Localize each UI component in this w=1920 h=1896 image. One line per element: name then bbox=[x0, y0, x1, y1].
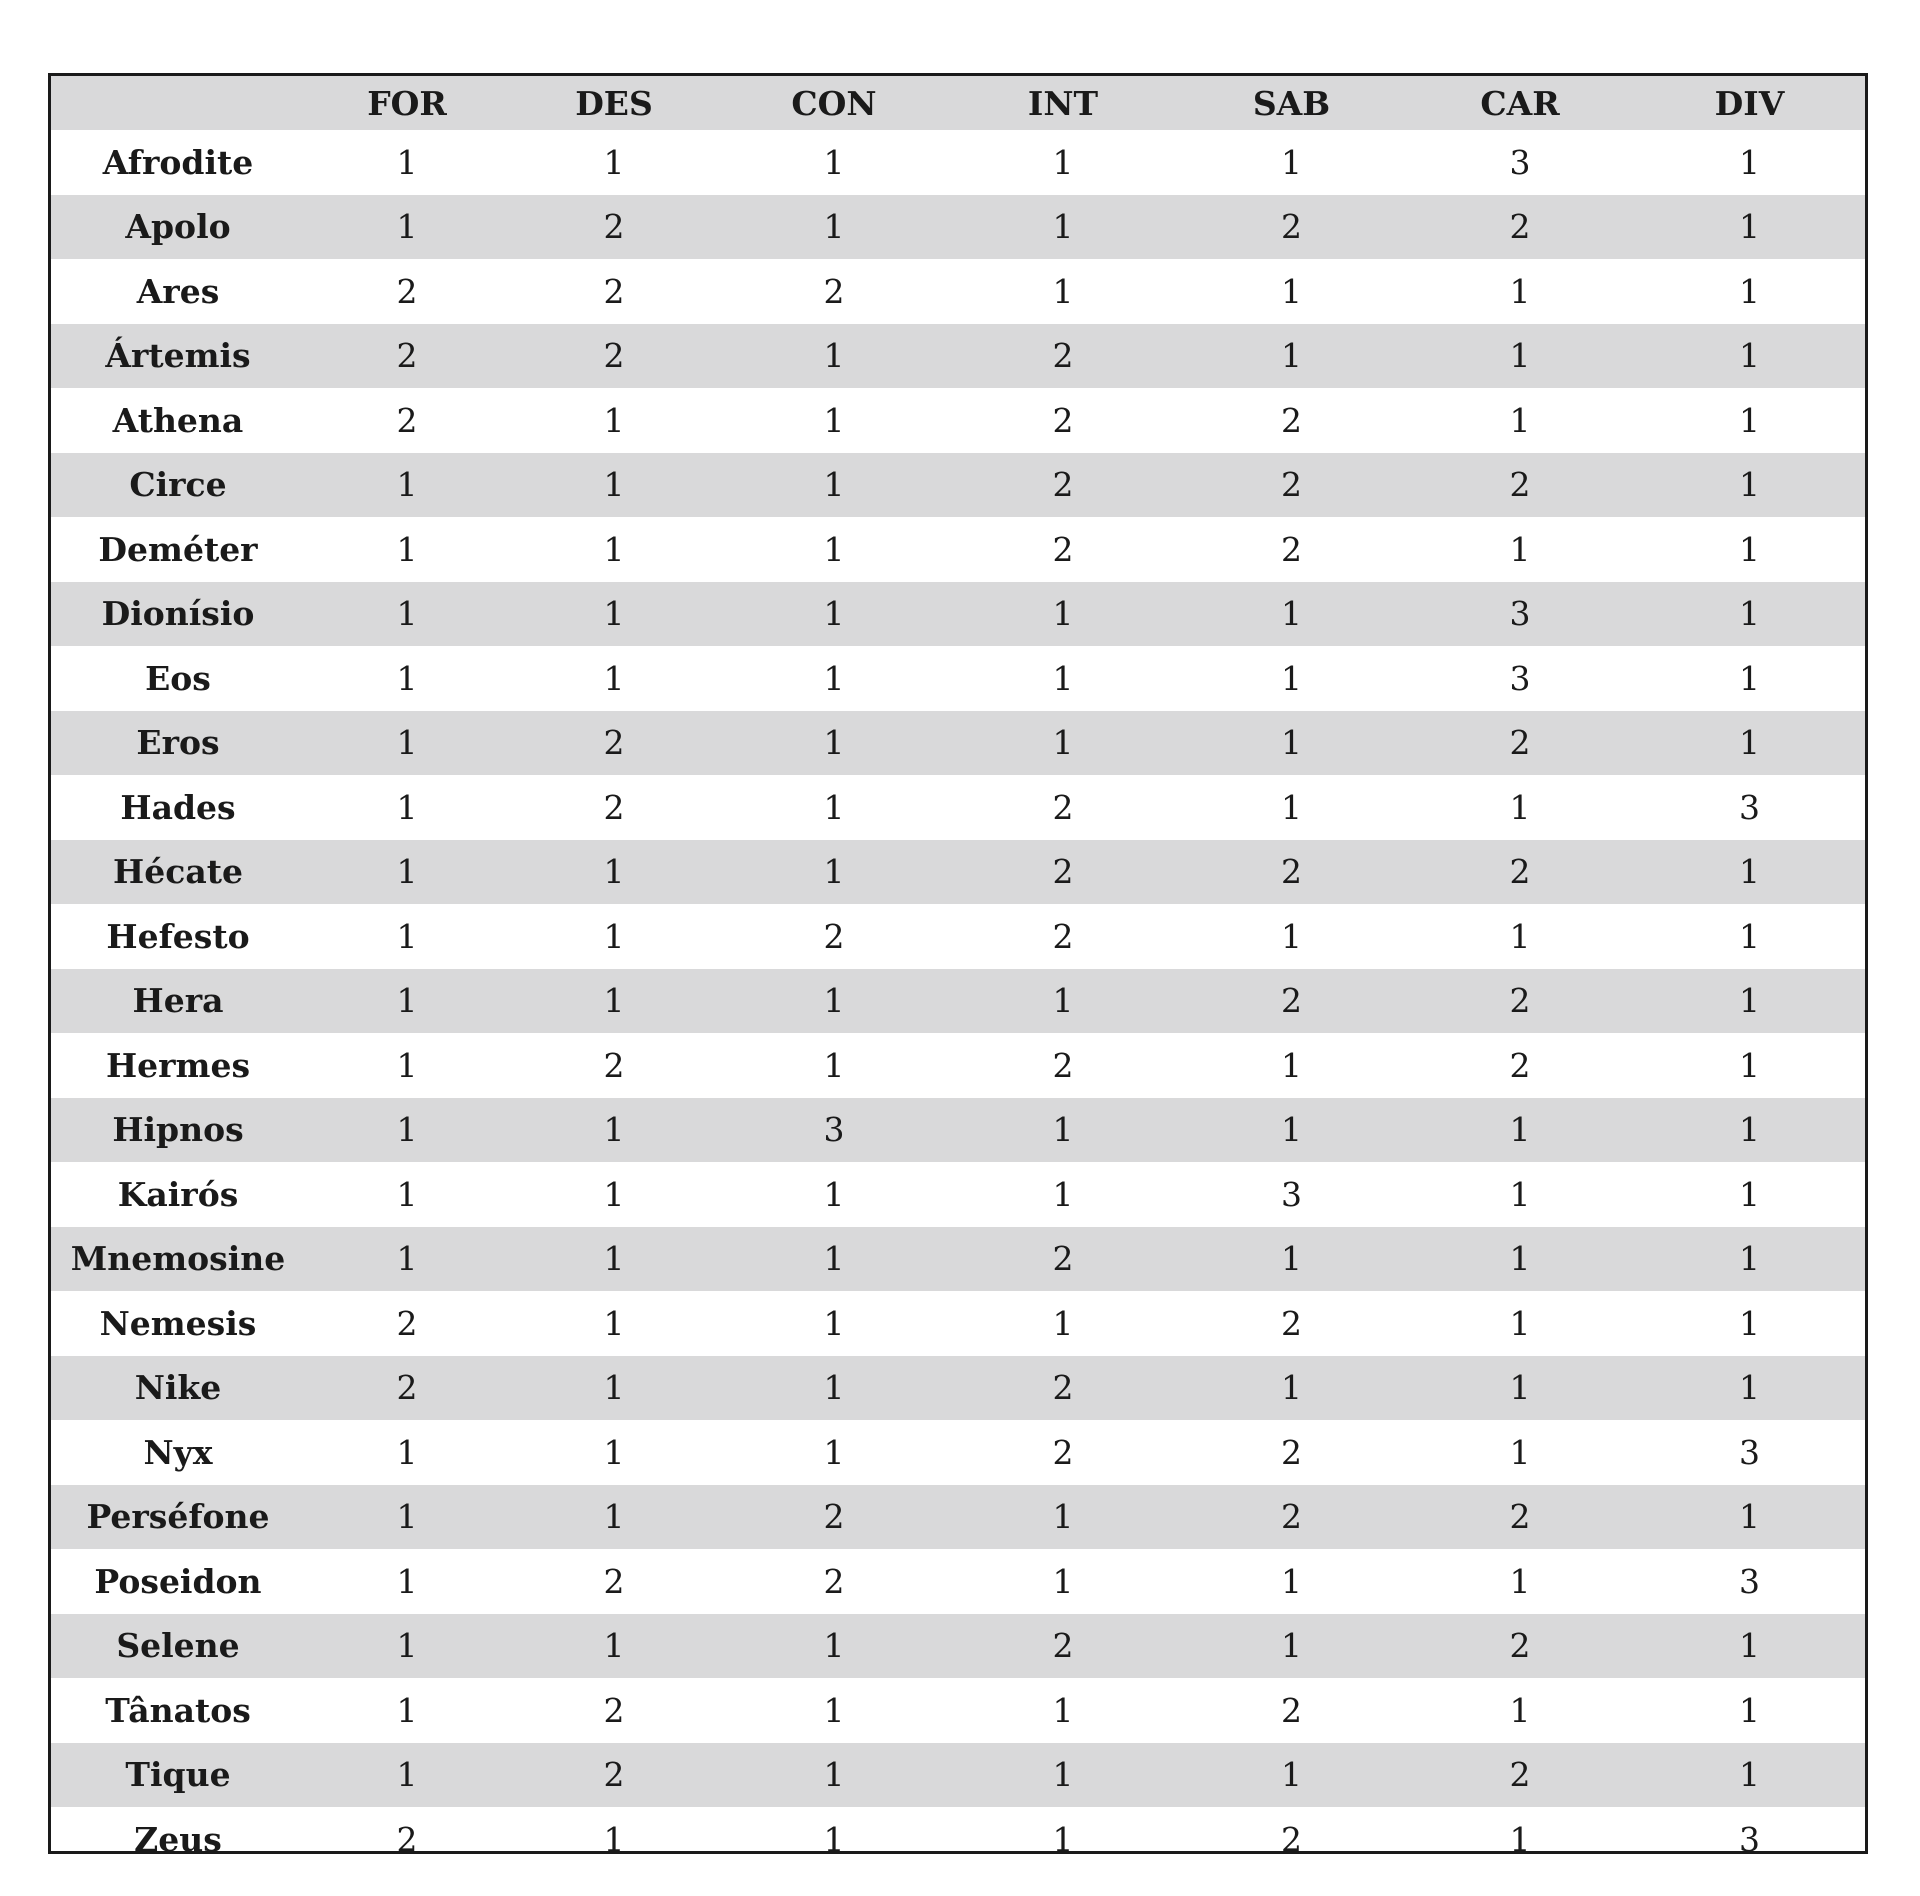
value-cell-des: 1 bbox=[603, 658, 625, 698]
value-cell-con: 1 bbox=[823, 723, 845, 763]
value-cell-con: 1 bbox=[823, 1690, 845, 1730]
value-cell-sab: 2 bbox=[1281, 207, 1302, 247]
value-cell-int: 2 bbox=[1052, 1626, 1074, 1666]
value-cell-div: 1 bbox=[1739, 1497, 1760, 1537]
attribute-table-frame bbox=[48, 73, 1868, 1854]
value-cell-int: 1 bbox=[1052, 1690, 1074, 1730]
column-header-for: FOR bbox=[367, 83, 447, 123]
table-row bbox=[51, 195, 1865, 260]
table-row bbox=[51, 1162, 1865, 1227]
value-cell-int: 2 bbox=[1052, 400, 1074, 440]
value-cell-sab: 2 bbox=[1281, 1303, 1302, 1343]
value-cell-car: 2 bbox=[1509, 1755, 1531, 1795]
value-cell-con: 1 bbox=[823, 336, 845, 376]
table-row bbox=[51, 646, 1865, 711]
row-name-cell: Deméter bbox=[98, 529, 258, 569]
row-name-cell: Hefesto bbox=[106, 916, 250, 956]
column-header-name bbox=[51, 76, 305, 130]
value-cell-car: 3 bbox=[1509, 594, 1531, 634]
value-cell-car: 2 bbox=[1509, 852, 1531, 892]
row-name-cell: Hades bbox=[120, 787, 236, 827]
value-cell-car: 1 bbox=[1509, 1432, 1531, 1472]
value-cell-con: 1 bbox=[823, 1432, 845, 1472]
value-cell-des: 1 bbox=[603, 1497, 625, 1537]
value-cell-int: 1 bbox=[1052, 981, 1074, 1021]
table-row bbox=[51, 1356, 1865, 1421]
value-cell-int: 1 bbox=[1052, 1303, 1074, 1343]
table-row bbox=[51, 840, 1865, 905]
value-cell-con: 1 bbox=[823, 465, 845, 505]
value-cell-for: 1 bbox=[396, 529, 418, 569]
value-cell-sab: 2 bbox=[1281, 852, 1302, 892]
value-cell-car: 2 bbox=[1509, 1045, 1531, 1085]
value-cell-for: 1 bbox=[396, 723, 418, 763]
value-cell-int: 2 bbox=[1052, 852, 1074, 892]
row-name-cell: Nike bbox=[134, 1368, 222, 1408]
attribute-table bbox=[51, 76, 1865, 1854]
value-cell-div: 1 bbox=[1739, 400, 1760, 440]
value-cell-des: 1 bbox=[603, 916, 625, 956]
value-cell-div: 1 bbox=[1739, 594, 1760, 634]
row-name-cell: Nemesis bbox=[99, 1303, 257, 1343]
value-cell-car: 1 bbox=[1509, 787, 1531, 827]
value-cell-con: 2 bbox=[823, 916, 845, 956]
value-cell-con: 1 bbox=[823, 1755, 845, 1795]
value-cell-con: 1 bbox=[823, 1368, 845, 1408]
value-cell-con: 1 bbox=[823, 1303, 845, 1343]
value-cell-int: 1 bbox=[1052, 1755, 1074, 1795]
value-cell-for: 1 bbox=[396, 916, 418, 956]
value-cell-sab: 2 bbox=[1281, 465, 1302, 505]
row-name-cell: Ártemis bbox=[105, 336, 251, 376]
value-cell-div: 1 bbox=[1739, 207, 1760, 247]
value-cell-div: 1 bbox=[1739, 1174, 1760, 1214]
value-cell-con: 2 bbox=[823, 271, 845, 311]
value-cell-sab: 2 bbox=[1281, 1432, 1302, 1472]
value-cell-sab: 1 bbox=[1281, 787, 1302, 827]
value-cell-con: 1 bbox=[823, 1626, 845, 1666]
value-cell-des: 1 bbox=[603, 142, 625, 182]
value-cell-for: 1 bbox=[396, 1626, 418, 1666]
value-cell-for: 1 bbox=[396, 981, 418, 1021]
row-name-cell: Nyx bbox=[143, 1432, 213, 1472]
value-cell-div: 1 bbox=[1739, 529, 1760, 569]
value-cell-car: 1 bbox=[1509, 1561, 1531, 1601]
value-cell-con: 1 bbox=[823, 1239, 845, 1279]
value-cell-div: 1 bbox=[1739, 1368, 1760, 1408]
value-cell-div: 3 bbox=[1739, 1432, 1760, 1472]
value-cell-int: 2 bbox=[1052, 529, 1074, 569]
row-name-cell: Ares bbox=[136, 271, 220, 311]
value-cell-for: 1 bbox=[396, 1497, 418, 1537]
value-cell-des: 1 bbox=[603, 1174, 625, 1214]
value-cell-car: 1 bbox=[1509, 336, 1531, 376]
value-cell-con: 1 bbox=[823, 981, 845, 1021]
value-cell-sab: 2 bbox=[1281, 529, 1302, 569]
value-cell-for: 1 bbox=[396, 1239, 418, 1279]
row-name-cell: Apolo bbox=[125, 207, 231, 247]
value-cell-des: 1 bbox=[603, 1432, 625, 1472]
value-cell-sab: 1 bbox=[1281, 658, 1302, 698]
value-cell-for: 1 bbox=[396, 1432, 418, 1472]
value-cell-for: 2 bbox=[396, 400, 418, 440]
value-cell-int: 1 bbox=[1052, 1819, 1074, 1854]
value-cell-des: 1 bbox=[603, 400, 625, 440]
column-header-int: INT bbox=[1027, 83, 1099, 123]
value-cell-div: 1 bbox=[1739, 1239, 1760, 1279]
value-cell-des: 1 bbox=[603, 1626, 625, 1666]
value-cell-des: 1 bbox=[603, 1819, 625, 1854]
row-name-cell: Hipnos bbox=[112, 1110, 244, 1150]
table-row bbox=[51, 453, 1865, 518]
value-cell-car: 1 bbox=[1509, 1368, 1531, 1408]
row-name-cell: Athena bbox=[112, 400, 244, 440]
row-name-cell: Eros bbox=[136, 723, 220, 763]
row-name-cell: Hermes bbox=[105, 1045, 251, 1085]
value-cell-sab: 1 bbox=[1281, 594, 1302, 634]
value-cell-int: 2 bbox=[1052, 916, 1074, 956]
table-row bbox=[51, 904, 1865, 969]
column-header-sab: SAB bbox=[1252, 83, 1331, 123]
value-cell-des: 2 bbox=[603, 207, 625, 247]
value-cell-con: 1 bbox=[823, 787, 845, 827]
row-name-cell: Zeus bbox=[134, 1819, 222, 1854]
table-row bbox=[51, 388, 1865, 453]
value-cell-sab: 1 bbox=[1281, 1110, 1302, 1150]
value-cell-con: 1 bbox=[823, 1174, 845, 1214]
value-cell-des: 2 bbox=[603, 271, 625, 311]
value-cell-int: 1 bbox=[1052, 1497, 1074, 1537]
table-row bbox=[51, 1743, 1865, 1808]
value-cell-int: 1 bbox=[1052, 1561, 1074, 1601]
value-cell-sab: 1 bbox=[1281, 1239, 1302, 1279]
value-cell-sab: 1 bbox=[1281, 723, 1302, 763]
value-cell-for: 1 bbox=[396, 465, 418, 505]
value-cell-car: 1 bbox=[1509, 1110, 1531, 1150]
value-cell-des: 2 bbox=[603, 336, 625, 376]
table-row bbox=[51, 775, 1865, 840]
row-name-cell: Selene bbox=[116, 1626, 240, 1666]
value-cell-con: 2 bbox=[823, 1497, 845, 1537]
value-cell-car: 2 bbox=[1509, 1497, 1531, 1537]
value-cell-des: 2 bbox=[603, 787, 625, 827]
table-row bbox=[51, 582, 1865, 647]
table-row bbox=[51, 1420, 1865, 1485]
value-cell-for: 2 bbox=[396, 336, 418, 376]
table-body bbox=[51, 130, 1865, 1854]
value-cell-int: 2 bbox=[1052, 1368, 1074, 1408]
value-cell-des: 2 bbox=[603, 723, 625, 763]
value-cell-car: 1 bbox=[1509, 400, 1531, 440]
table-row bbox=[51, 130, 1865, 195]
value-cell-for: 1 bbox=[396, 1110, 418, 1150]
value-cell-for: 1 bbox=[396, 142, 418, 182]
column-header-div: DIV bbox=[1714, 83, 1785, 123]
value-cell-sab: 1 bbox=[1281, 336, 1302, 376]
row-name-cell: Tânatos bbox=[105, 1690, 251, 1730]
table-row bbox=[51, 711, 1865, 776]
value-cell-con: 3 bbox=[823, 1110, 845, 1150]
value-cell-des: 2 bbox=[603, 1561, 625, 1601]
value-cell-for: 2 bbox=[396, 1819, 418, 1854]
value-cell-for: 1 bbox=[396, 852, 418, 892]
value-cell-div: 3 bbox=[1739, 1561, 1760, 1601]
value-cell-int: 2 bbox=[1052, 465, 1074, 505]
value-cell-car: 2 bbox=[1509, 981, 1531, 1021]
value-cell-int: 2 bbox=[1052, 1432, 1074, 1472]
value-cell-div: 1 bbox=[1739, 336, 1760, 376]
row-name-cell: Dionísio bbox=[101, 594, 255, 634]
value-cell-sab: 1 bbox=[1281, 1561, 1302, 1601]
value-cell-con: 1 bbox=[823, 142, 845, 182]
value-cell-car: 2 bbox=[1509, 723, 1531, 763]
value-cell-for: 1 bbox=[396, 787, 418, 827]
value-cell-int: 1 bbox=[1052, 271, 1074, 311]
row-name-cell: Poseidon bbox=[94, 1561, 262, 1601]
value-cell-int: 2 bbox=[1052, 1045, 1074, 1085]
value-cell-div: 1 bbox=[1739, 271, 1760, 311]
value-cell-con: 1 bbox=[823, 207, 845, 247]
value-cell-div: 1 bbox=[1739, 1626, 1760, 1666]
value-cell-con: 1 bbox=[823, 594, 845, 634]
value-cell-des: 1 bbox=[603, 981, 625, 1021]
value-cell-sab: 1 bbox=[1281, 1755, 1302, 1795]
table-row bbox=[51, 1807, 1865, 1854]
value-cell-for: 1 bbox=[396, 1561, 418, 1601]
value-cell-div: 1 bbox=[1739, 465, 1760, 505]
value-cell-int: 1 bbox=[1052, 594, 1074, 634]
table-row bbox=[51, 324, 1865, 389]
value-cell-div: 1 bbox=[1739, 1045, 1760, 1085]
value-cell-sab: 1 bbox=[1281, 271, 1302, 311]
row-name-cell: Tique bbox=[125, 1755, 231, 1795]
value-cell-con: 1 bbox=[823, 529, 845, 569]
column-header-car: CAR bbox=[1480, 83, 1560, 123]
value-cell-des: 1 bbox=[603, 594, 625, 634]
row-name-cell: Hera bbox=[132, 981, 224, 1021]
value-cell-sab: 1 bbox=[1281, 1626, 1302, 1666]
table-row bbox=[51, 1614, 1865, 1679]
table-row bbox=[51, 1678, 1865, 1743]
value-cell-car: 1 bbox=[1509, 1239, 1531, 1279]
value-cell-des: 1 bbox=[603, 852, 625, 892]
value-cell-for: 2 bbox=[396, 1368, 418, 1408]
value-cell-sab: 2 bbox=[1281, 981, 1302, 1021]
value-cell-car: 1 bbox=[1509, 271, 1531, 311]
value-cell-car: 3 bbox=[1509, 658, 1531, 698]
value-cell-car: 2 bbox=[1509, 465, 1531, 505]
value-cell-int: 1 bbox=[1052, 142, 1074, 182]
value-cell-div: 3 bbox=[1739, 1819, 1760, 1854]
value-cell-car: 1 bbox=[1509, 1303, 1531, 1343]
value-cell-for: 2 bbox=[396, 1303, 418, 1343]
table-row bbox=[51, 1227, 1865, 1292]
value-cell-div: 1 bbox=[1739, 1755, 1760, 1795]
value-cell-des: 2 bbox=[603, 1045, 625, 1085]
value-cell-car: 2 bbox=[1509, 1626, 1531, 1666]
value-cell-for: 1 bbox=[396, 1045, 418, 1085]
value-cell-div: 1 bbox=[1739, 916, 1760, 956]
table-row bbox=[51, 259, 1865, 324]
row-name-cell: Hécate bbox=[113, 852, 243, 892]
value-cell-div: 1 bbox=[1739, 1690, 1760, 1730]
value-cell-con: 1 bbox=[823, 1045, 845, 1085]
value-cell-sab: 1 bbox=[1281, 916, 1302, 956]
value-cell-con: 1 bbox=[823, 658, 845, 698]
value-cell-car: 2 bbox=[1509, 207, 1531, 247]
row-name-cell: Mnemosine bbox=[70, 1239, 286, 1279]
row-name-cell: Afrodite bbox=[102, 142, 254, 182]
value-cell-int: 1 bbox=[1052, 658, 1074, 698]
value-cell-div: 1 bbox=[1739, 1110, 1760, 1150]
value-cell-sab: 2 bbox=[1281, 1497, 1302, 1537]
value-cell-for: 1 bbox=[396, 1690, 418, 1730]
value-cell-des: 2 bbox=[603, 1755, 625, 1795]
value-cell-for: 1 bbox=[396, 1174, 418, 1214]
value-cell-div: 1 bbox=[1739, 981, 1760, 1021]
value-cell-des: 1 bbox=[603, 1239, 625, 1279]
value-cell-sab: 1 bbox=[1281, 1045, 1302, 1085]
value-cell-car: 1 bbox=[1509, 1174, 1531, 1214]
value-cell-sab: 1 bbox=[1281, 1368, 1302, 1408]
column-header-con: CON bbox=[791, 83, 877, 123]
table-row bbox=[51, 1033, 1865, 1098]
value-cell-int: 2 bbox=[1052, 336, 1074, 376]
value-cell-int: 1 bbox=[1052, 1110, 1074, 1150]
value-cell-div: 1 bbox=[1739, 723, 1760, 763]
value-cell-con: 1 bbox=[823, 400, 845, 440]
row-name-cell: Perséfone bbox=[86, 1497, 270, 1537]
value-cell-con: 1 bbox=[823, 852, 845, 892]
value-cell-des: 1 bbox=[603, 1303, 625, 1343]
column-header-des: DES bbox=[575, 83, 653, 123]
value-cell-for: 2 bbox=[396, 271, 418, 311]
table-row bbox=[51, 1098, 1865, 1163]
value-cell-for: 1 bbox=[396, 1755, 418, 1795]
table-row bbox=[51, 517, 1865, 582]
value-cell-des: 1 bbox=[603, 1368, 625, 1408]
value-cell-int: 1 bbox=[1052, 1174, 1074, 1214]
value-cell-sab: 3 bbox=[1281, 1174, 1302, 1214]
row-name-cell: Kairós bbox=[117, 1174, 239, 1214]
value-cell-sab: 1 bbox=[1281, 142, 1302, 182]
value-cell-for: 1 bbox=[396, 594, 418, 634]
value-cell-sab: 2 bbox=[1281, 1690, 1302, 1730]
value-cell-int: 1 bbox=[1052, 723, 1074, 763]
value-cell-car: 1 bbox=[1509, 1819, 1531, 1854]
value-cell-car: 1 bbox=[1509, 529, 1531, 569]
table-row bbox=[51, 1291, 1865, 1356]
table-row bbox=[51, 969, 1865, 1034]
value-cell-sab: 2 bbox=[1281, 1819, 1302, 1854]
value-cell-div: 3 bbox=[1739, 787, 1760, 827]
value-cell-int: 2 bbox=[1052, 787, 1074, 827]
value-cell-sab: 2 bbox=[1281, 400, 1302, 440]
value-cell-des: 1 bbox=[603, 529, 625, 569]
row-name-cell: Circe bbox=[129, 465, 227, 505]
table-row bbox=[51, 1549, 1865, 1614]
value-cell-int: 1 bbox=[1052, 207, 1074, 247]
value-cell-div: 1 bbox=[1739, 852, 1760, 892]
value-cell-div: 1 bbox=[1739, 142, 1760, 182]
value-cell-des: 1 bbox=[603, 1110, 625, 1150]
value-cell-for: 1 bbox=[396, 658, 418, 698]
value-cell-div: 1 bbox=[1739, 658, 1760, 698]
value-cell-con: 2 bbox=[823, 1561, 845, 1601]
value-cell-int: 2 bbox=[1052, 1239, 1074, 1279]
value-cell-des: 2 bbox=[603, 1690, 625, 1730]
value-cell-for: 1 bbox=[396, 207, 418, 247]
value-cell-des: 1 bbox=[603, 465, 625, 505]
table-row bbox=[51, 1485, 1865, 1550]
value-cell-car: 3 bbox=[1509, 142, 1531, 182]
table-header-row bbox=[51, 76, 1865, 130]
value-cell-car: 1 bbox=[1509, 1690, 1531, 1730]
value-cell-con: 1 bbox=[823, 1819, 845, 1854]
value-cell-car: 1 bbox=[1509, 916, 1531, 956]
row-name-cell: Eos bbox=[145, 658, 211, 698]
value-cell-div: 1 bbox=[1739, 1303, 1760, 1343]
